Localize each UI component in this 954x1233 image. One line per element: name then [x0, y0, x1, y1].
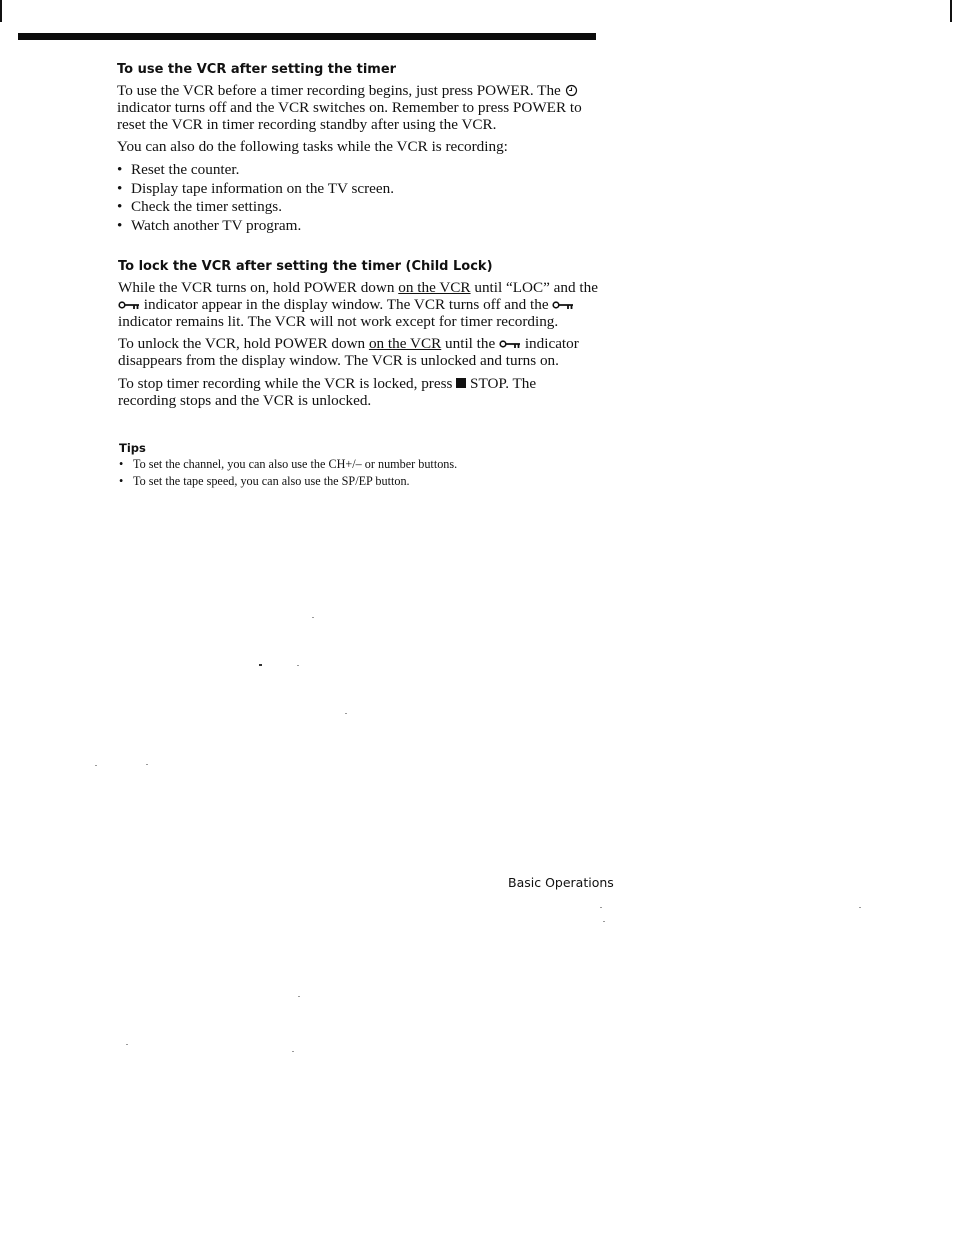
scan-speck [312, 617, 314, 618]
paragraph-text: To stop timer recording while the VCR is locked, press [118, 375, 453, 392]
scan-speck [146, 764, 148, 765]
paragraph-text: indicator turns off and the VCR switches on. Remember to press POWER to reset the VCR in timer recording standby after using the VCR. [117, 99, 582, 133]
scan-speck [297, 665, 299, 666]
scan-speck [603, 921, 605, 922]
paragraph-text: indicator remains lit. The VCR will not work except for timer recording. [118, 313, 559, 330]
list-item: • Display tape information on the TV screen. [117, 180, 394, 199]
paragraph-text: To unlock the VCR, hold POWER down [118, 335, 366, 352]
scan-speck [600, 907, 602, 908]
task-bullet-list [117, 161, 394, 236]
stop-square-icon [456, 378, 466, 388]
top-rule [18, 33, 596, 40]
child-lock-key-icon [118, 300, 140, 310]
scan-speck [292, 1051, 294, 1052]
paragraph-text: While the VCR turns on, hold POWER down [118, 279, 395, 296]
scan-speck [95, 765, 97, 766]
child-lock-key-icon [499, 339, 521, 349]
scan-speck [345, 713, 347, 714]
on-the-vcr-underlined: on the VCR [398, 279, 471, 296]
on-the-vcr-underlined: on the VCR [368, 335, 442, 352]
section-heading-child-lock: To lock the VCR after setting the timer (Child Lock) [118, 259, 493, 274]
paragraph-text: To use the VCR before a timer recording begins, just press POWER. The [117, 82, 561, 99]
paragraph-tasks-while-recording: You can also do the following tasks while the VCR is recording: [117, 138, 508, 155]
list-item: • Check the timer settings. [117, 198, 394, 217]
paragraph-use-vcr-before-timer [117, 82, 597, 133]
section-heading-use-vcr: To use the VCR after setting the timer [117, 62, 397, 77]
scan-speck [259, 664, 262, 666]
scan-speck [298, 996, 300, 997]
list-item: • Reset the counter. [117, 161, 394, 180]
paragraph-unlock-vcr [118, 335, 598, 369]
paragraph-lock-vcr [118, 279, 598, 330]
list-item: • Watch another TV program. [117, 217, 394, 236]
paragraph-text: STOP. The recording stops and the VCR is unlocked. [118, 375, 537, 409]
scan-speck [126, 1044, 128, 1045]
paragraph-text: until the [445, 335, 496, 352]
list-item: • To set the tape speed, you can also use the SP/EP button. [119, 473, 457, 490]
paragraph-text: indicator disappears from the display window. The VCR is unlocked and turns on. [118, 335, 579, 369]
footer-section-label: Basic Operations [508, 875, 614, 890]
list-item: • To set the channel, you can also use the CH+/– or number buttons. [119, 456, 457, 473]
paragraph-stop-timer-recording [118, 375, 558, 409]
paragraph-text: indicator appear in the display window. The VCR turns off and the [143, 296, 549, 313]
timer-clock-icon [565, 84, 578, 97]
paragraph-text: until “LOC” and the [474, 279, 598, 296]
page-edge-mark-right [950, 0, 952, 22]
tips-list [119, 456, 457, 489]
tips-heading: Tips [119, 441, 146, 455]
child-lock-key-icon [552, 300, 574, 310]
scan-speck [859, 907, 861, 908]
page-edge-mark-left [0, 0, 2, 22]
